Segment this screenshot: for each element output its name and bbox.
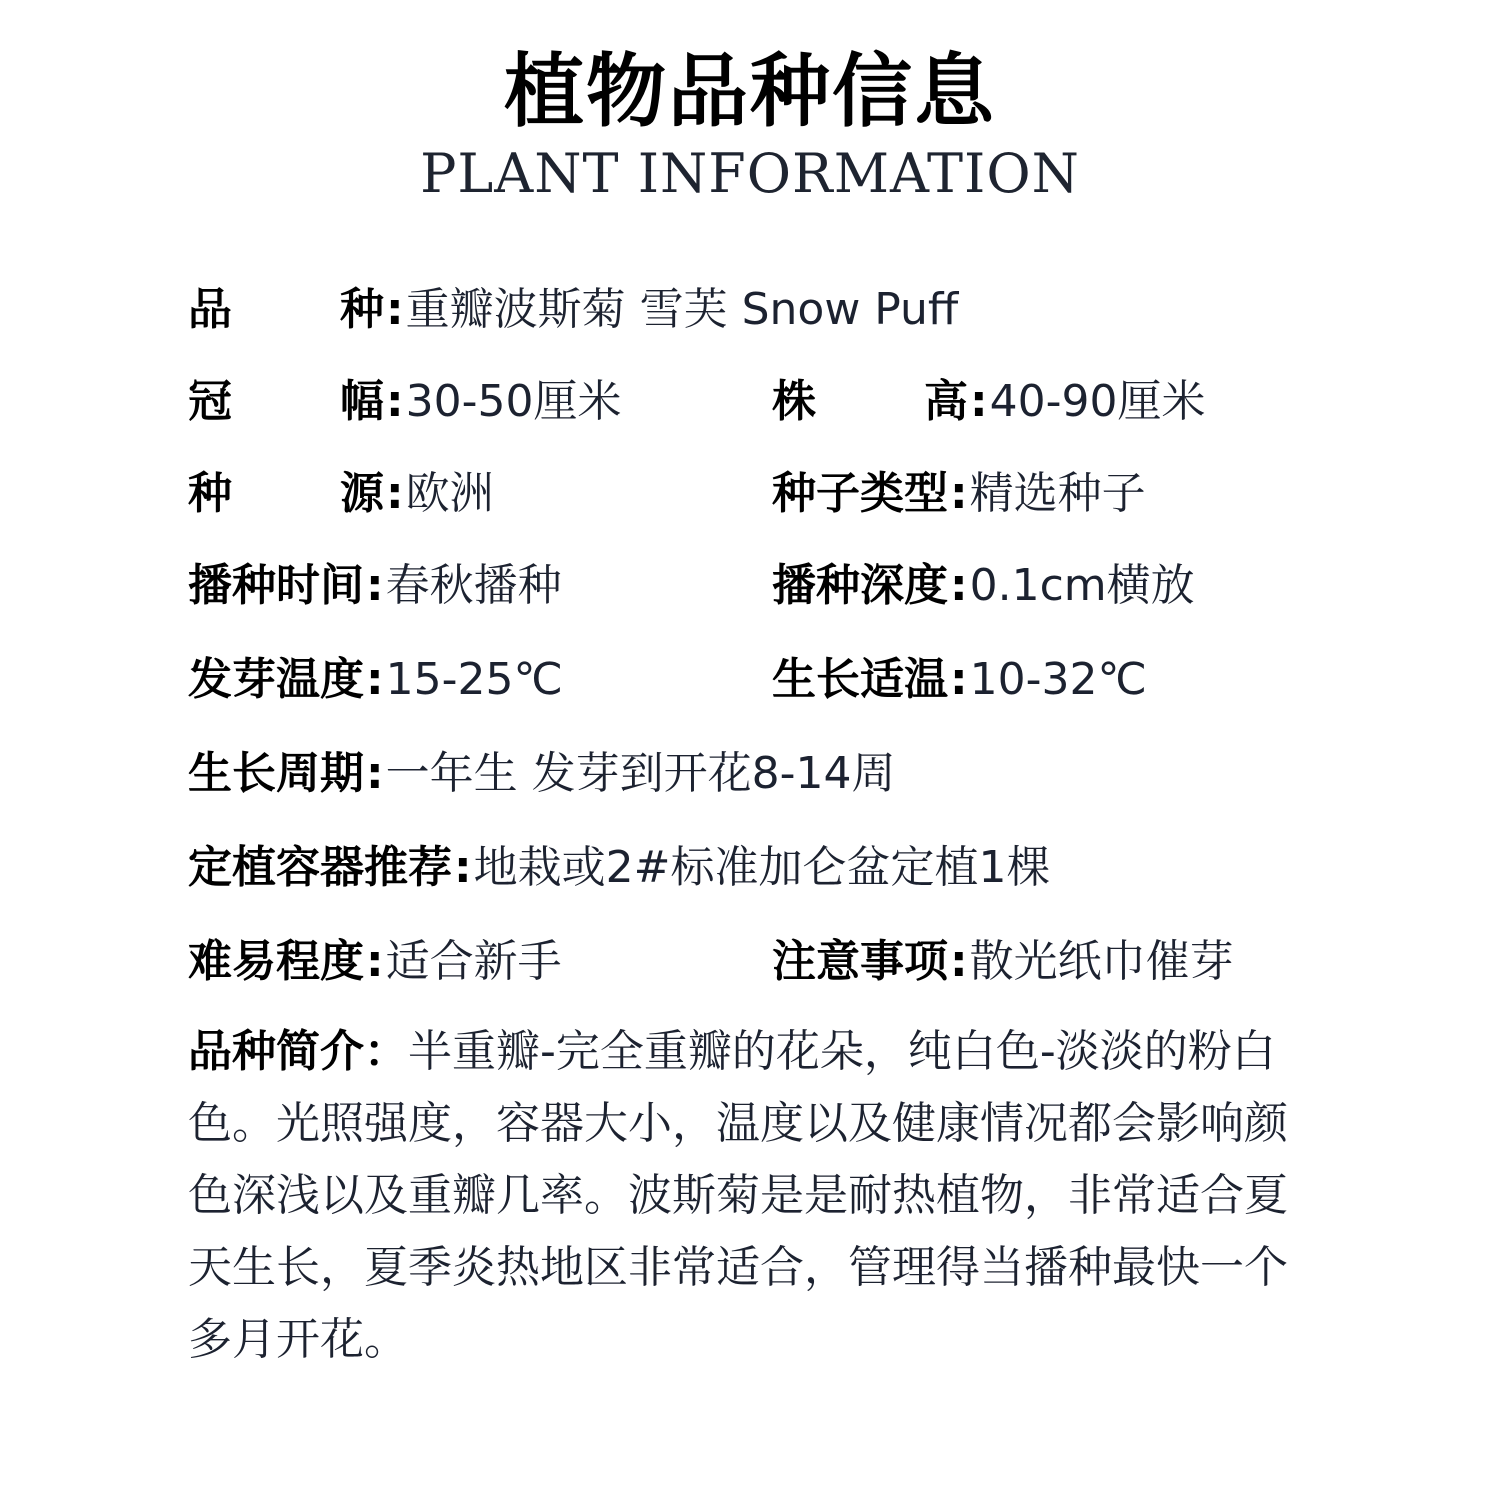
label-char: 株 bbox=[772, 376, 816, 427]
colon: : bbox=[950, 654, 968, 705]
colon: : bbox=[454, 842, 472, 893]
page-title-cn: 植物品种信息 bbox=[504, 45, 996, 138]
label-grow-temp: 生长适温 bbox=[772, 654, 948, 705]
value-origin: 欧洲 bbox=[405, 468, 494, 519]
field-germ-temp bbox=[188, 650, 563, 710]
value-container: 地栽或2#标准加仑盆定植1棵 bbox=[473, 842, 1051, 893]
label-germ-temp: 发芽温度 bbox=[188, 654, 364, 705]
label-origin bbox=[188, 464, 384, 524]
colon: : bbox=[366, 560, 384, 611]
field-grow-temp bbox=[772, 650, 1147, 710]
field-cycle bbox=[188, 744, 895, 804]
colon: : bbox=[950, 560, 968, 611]
colon: : bbox=[366, 748, 384, 799]
value-grow-temp: 10-32℃ bbox=[969, 654, 1147, 705]
colon: : bbox=[970, 376, 988, 427]
colon: : bbox=[366, 936, 384, 987]
label-variety bbox=[188, 280, 384, 340]
label-difficulty: 难易程度 bbox=[188, 936, 364, 987]
intro-label: 品种简介： bbox=[188, 1026, 408, 1077]
label-notes: 注意事项 bbox=[772, 936, 948, 987]
value-height: 40-90厘米 bbox=[989, 376, 1206, 427]
field-difficulty bbox=[188, 932, 562, 992]
label-char: 种 bbox=[188, 468, 232, 519]
label-height bbox=[772, 372, 968, 432]
value-sow-time: 春秋播种 bbox=[385, 560, 562, 611]
colon: : bbox=[366, 654, 384, 705]
field-sow-time bbox=[188, 556, 562, 616]
field-origin bbox=[188, 464, 494, 524]
label-container: 定植容器推荐 bbox=[188, 842, 452, 893]
label-seed-type: 种子类型 bbox=[772, 468, 948, 519]
label-char: 品 bbox=[188, 284, 232, 335]
label-char: 种 bbox=[340, 284, 384, 335]
field-spread bbox=[188, 372, 621, 432]
value-spread: 30-50厘米 bbox=[405, 376, 622, 427]
colon: : bbox=[950, 468, 968, 519]
label-spread bbox=[188, 372, 384, 432]
intro-text: 半重瓣-完全重瓣的花朵，纯白色-淡淡的粉白色。光照强度，容器大小，温度以及健康情况都会影响颜色深浅以及重瓣几率。波斯菊是是耐热植物，非常适合夏天生长，夏季炎热地区非常适合，管理得当播种最快一个多月开花。 bbox=[188, 1026, 1288, 1365]
variety-intro bbox=[188, 1016, 1298, 1376]
label-cycle: 生长周期 bbox=[188, 748, 364, 799]
colon: : bbox=[386, 468, 404, 519]
value-cycle: 一年生 发芽到开花8-14周 bbox=[385, 748, 896, 799]
colon: : bbox=[950, 936, 968, 987]
colon: : bbox=[386, 284, 404, 335]
field-sow-depth bbox=[772, 556, 1195, 616]
field-container bbox=[188, 838, 1050, 898]
value-notes: 散光纸巾催芽 bbox=[969, 936, 1234, 987]
label-char: 源 bbox=[340, 468, 384, 519]
label-sow-depth: 播种深度 bbox=[772, 560, 948, 611]
value-seed-type: 精选种子 bbox=[969, 468, 1146, 519]
field-variety bbox=[188, 280, 958, 340]
colon: : bbox=[386, 376, 404, 427]
value-germ-temp: 15-25℃ bbox=[385, 654, 563, 705]
label-sow-time: 播种时间 bbox=[188, 560, 364, 611]
field-seed-type bbox=[772, 464, 1146, 524]
page-title-en: PLANT INFORMATION bbox=[420, 142, 1080, 205]
label-char: 冠 bbox=[188, 376, 232, 427]
label-char: 高 bbox=[924, 376, 968, 427]
field-height bbox=[772, 372, 1205, 432]
label-char: 幅 bbox=[340, 376, 384, 427]
field-notes bbox=[772, 932, 1234, 992]
value-difficulty: 适合新手 bbox=[385, 936, 562, 987]
value-variety: 重瓣波斯菊 雪芙 Snow Puff bbox=[405, 284, 959, 335]
value-sow-depth: 0.1cm横放 bbox=[969, 560, 1195, 611]
